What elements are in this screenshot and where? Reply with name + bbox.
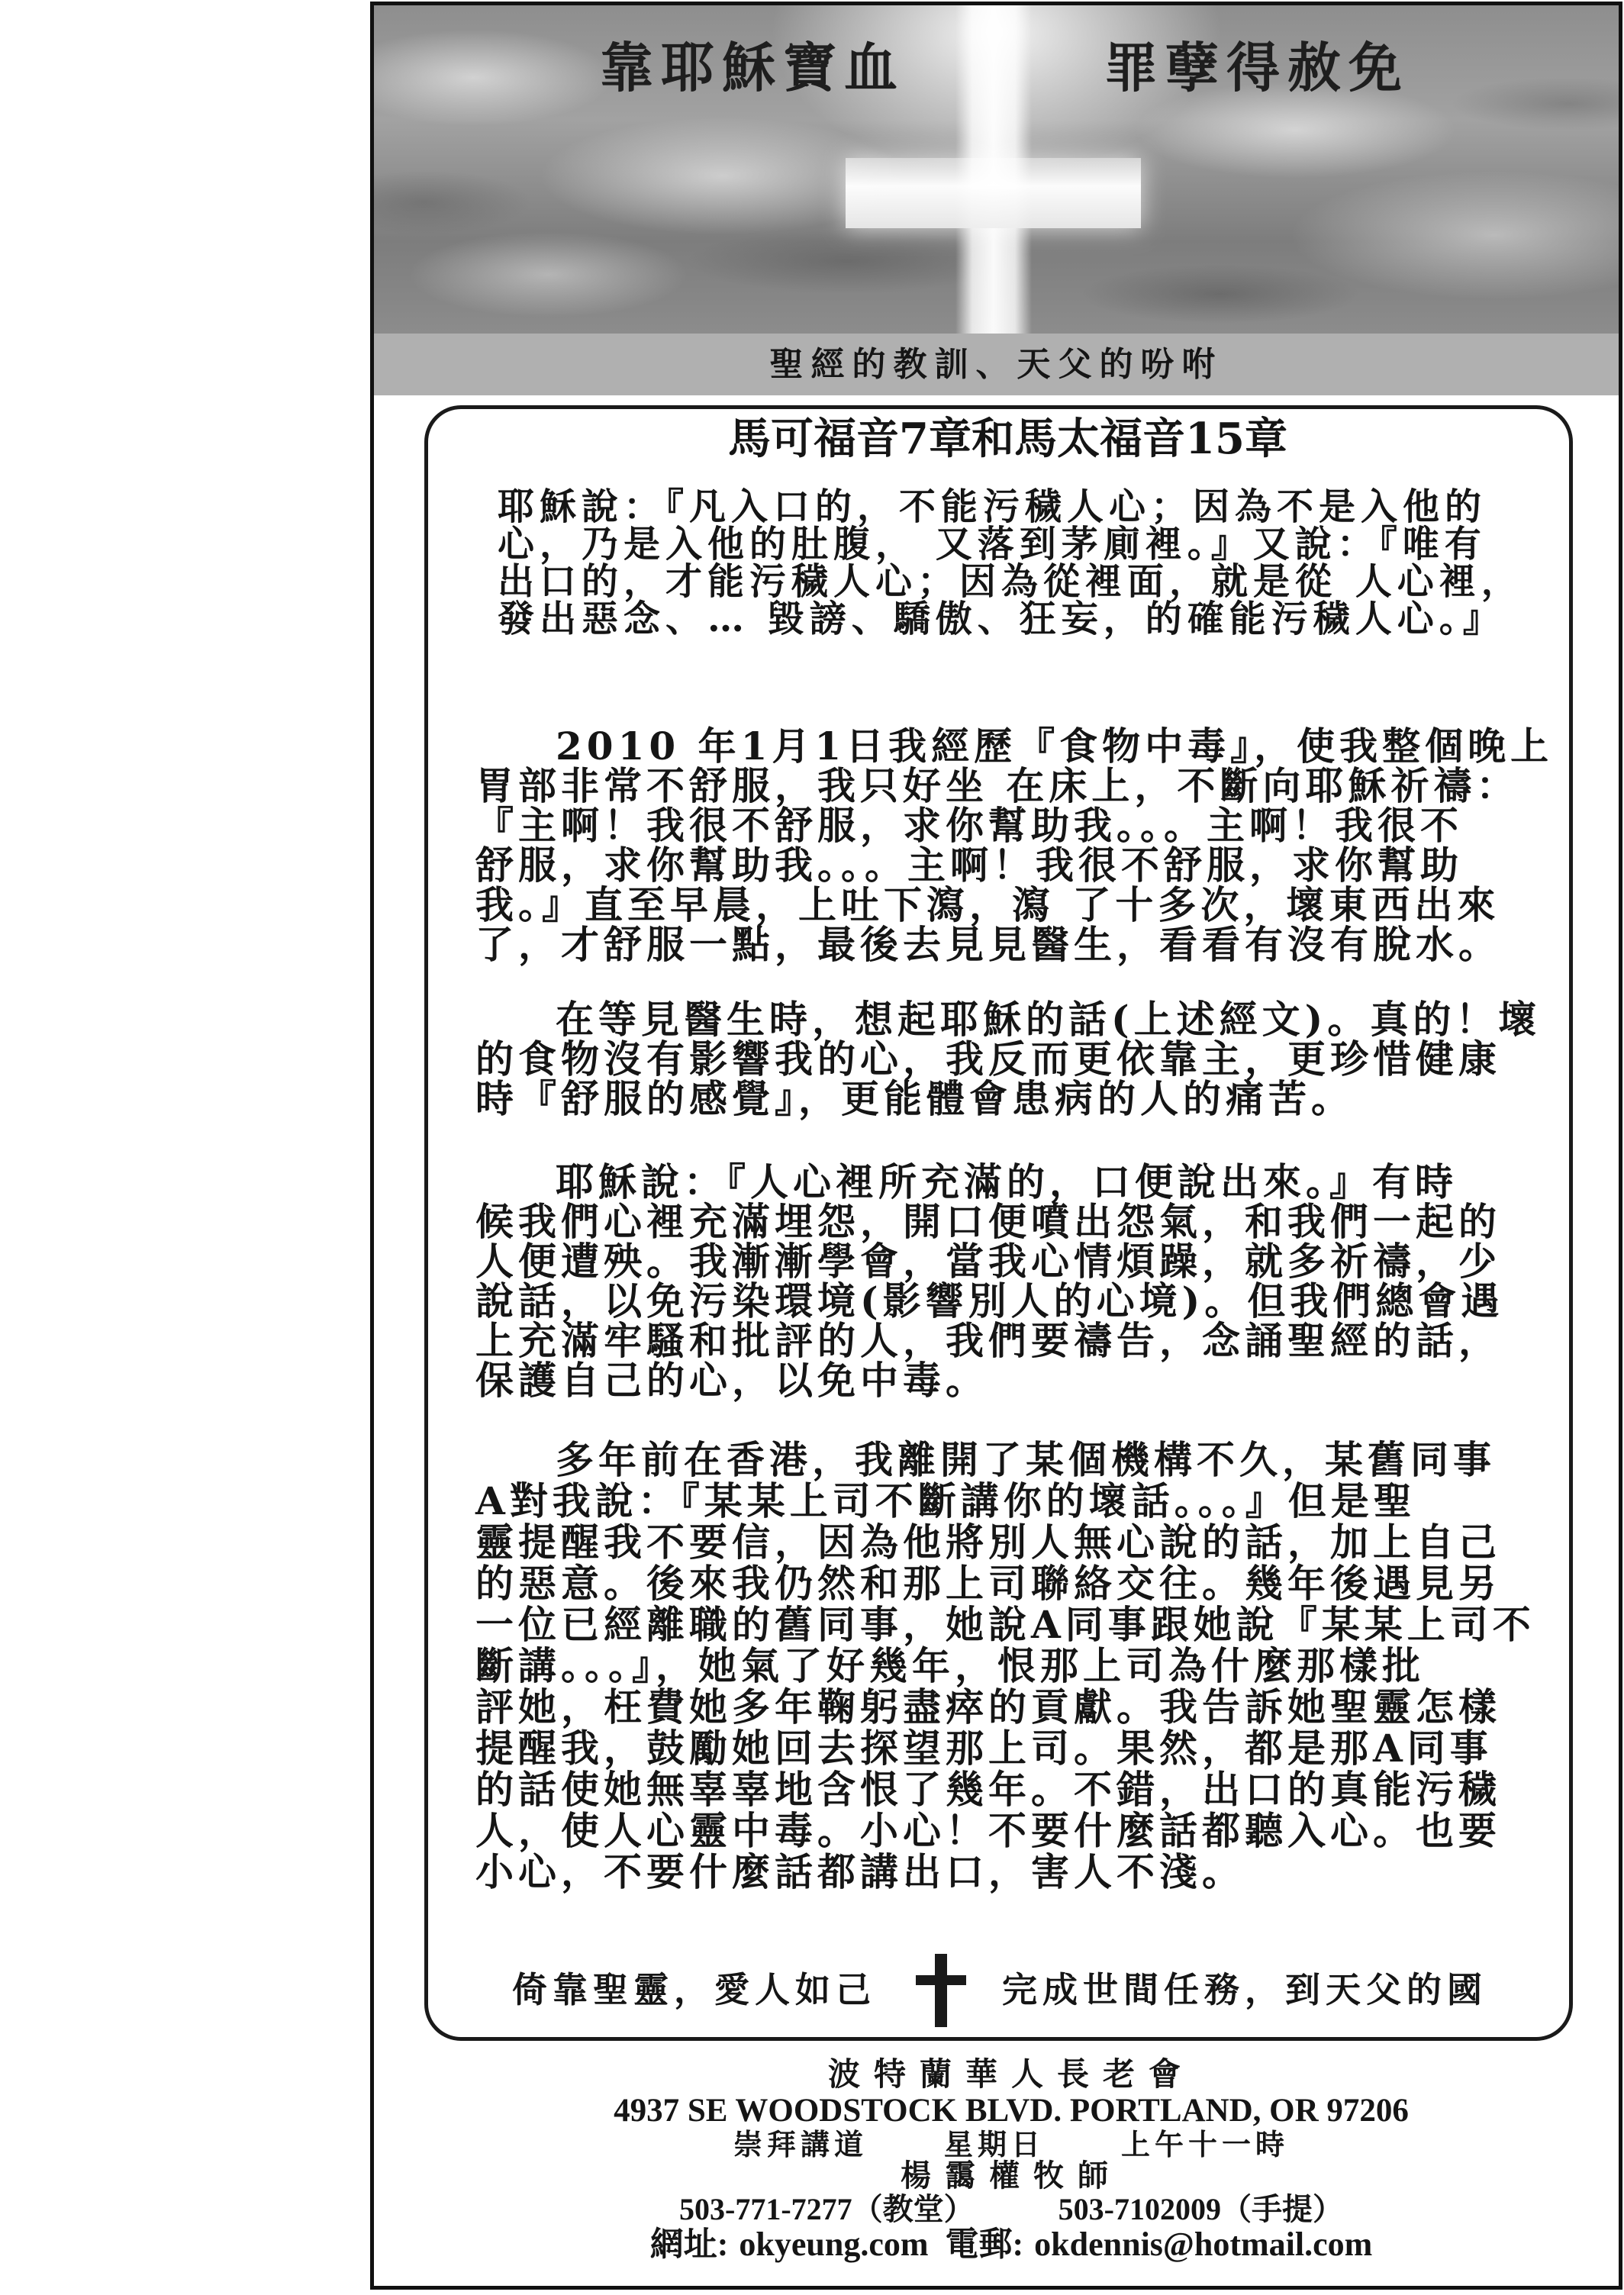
paragraph-line: 我。』直至早晨，上吐下瀉，瀉 了十多次，壞東西出來 bbox=[475, 882, 1500, 927]
email: okdennis@hotmail.com bbox=[1034, 2226, 1373, 2263]
paragraph-line: 的食物沒有影響我的心，我反而更依靠主，更珍惜健康 bbox=[475, 1036, 1501, 1081]
paragraph-line: 的惡意。後來我仍然和那上司聯絡交往。幾年後遇見另 bbox=[475, 1561, 1501, 1606]
service-time: 上午十一時 bbox=[1121, 2127, 1290, 2161]
paragraph-line: 的話使她無辜辜地含恨了幾年。不錯，出口的真能污穢 bbox=[475, 1767, 1501, 1812]
church-phone-label: （教堂） bbox=[852, 2192, 975, 2226]
service-info bbox=[398, 2128, 1624, 2161]
cross-horizontal-beam bbox=[846, 158, 1141, 228]
paragraph-line: 胃部非常不舒服，我只好坐 在床上，不斷向耶穌祈禱： bbox=[475, 763, 1519, 808]
scripture-quote bbox=[498, 485, 1523, 640]
paragraph-1 bbox=[475, 724, 1554, 967]
church-address: 4937 SE WOODSTOCK BLVD. PORTLAND, OR 97206 bbox=[614, 2093, 1409, 2129]
quote-line: 心，乃是入他的肚腹， 又落到茅廁裡。』又說：『唯有 bbox=[498, 523, 1487, 566]
cross-vertical-beam bbox=[935, 1954, 947, 2027]
cross-icon bbox=[374, 5, 1619, 334]
paragraph-line: 說話，以免污染環境(影響別人的心境)。但我們總會遇 bbox=[475, 1278, 1504, 1323]
paragraph-line: 2010 年1月1日我經歷『食物中毒』，使我整個晚上 bbox=[556, 724, 1554, 769]
closing-motto-left: 倚靠聖靈，愛人如己 bbox=[512, 1969, 876, 2010]
paragraph-line: 小心，不要什麼話都講出口，害人不淺。 bbox=[475, 1849, 1245, 1894]
quote-line: 出口的，才能污穢人心；因為從裡面，就是從 人心裡， bbox=[498, 560, 1523, 603]
article-title: 馬可福音7章和馬太福音15章 bbox=[728, 414, 1287, 464]
mobile-phone: 503-7102009 bbox=[1058, 2192, 1221, 2226]
header-banner bbox=[374, 5, 1619, 334]
service-day: 星期日 bbox=[943, 2127, 1045, 2161]
church-name: 波特蘭華人長老會 bbox=[827, 2055, 1194, 2093]
paragraph-line: 一位已經離職的舊同事，她說A同事跟她說『某某上司不 bbox=[475, 1602, 1535, 1647]
paragraph-line: 耶穌說：『人心裡所充滿的，口便說出來。』有時 bbox=[556, 1159, 1458, 1204]
quote-line: 耶穌說：『凡入口的，不能污穢人心；因為不是入他的 bbox=[498, 485, 1487, 528]
paragraph-line: 『主啊！我很不舒服，求你幫助我。。。主啊！我很不 bbox=[475, 803, 1463, 848]
closing-motto-right: 完成世間任務，到天父的國 bbox=[1002, 1969, 1487, 2010]
paragraph-line: 提醒我，鼓勵她回去探望那上司。果然，都是那A同事 bbox=[475, 1726, 1493, 1771]
mobile-phone-label: （手提） bbox=[1220, 2192, 1343, 2226]
article-box bbox=[424, 405, 1573, 2041]
paragraph-line: 人，使人心靈中毒。小心！不要什麼話都聽入心。也要 bbox=[475, 1808, 1501, 1853]
paragraph-2 bbox=[475, 997, 1542, 1121]
phone-numbers bbox=[398, 2191, 1624, 2228]
paragraph-line: 評她，枉費她多年鞠躬盡瘁的貢獻。我告訴她聖靈怎樣 bbox=[475, 1684, 1501, 1729]
paragraph-line: 舒服，求你幫助我。。。主啊！我很不舒服，求你幫助 bbox=[475, 843, 1463, 888]
website: okyeung.com bbox=[739, 2226, 929, 2263]
paragraph-3 bbox=[475, 1159, 1504, 1403]
paragraph-line: 多年前在香港，我離開了某個機構不久，某舊同事 bbox=[556, 1437, 1496, 1482]
subtitle-text: 聖經的教訓、天父的吩咐 bbox=[769, 345, 1223, 384]
paragraph-line: A對我說：『某某上司不斷講你的壞話。。。』但是聖 bbox=[475, 1478, 1416, 1523]
paragraph-line: 了，才舒服一點，最後去見見醫生，看看有沒有脫水。 bbox=[475, 922, 1501, 967]
email-label: 電郵: bbox=[945, 2226, 1024, 2263]
paragraph-4 bbox=[475, 1439, 1535, 1893]
banner-title-left: 靠耶穌寶血 bbox=[600, 36, 905, 99]
church-phone: 503-771-7277 bbox=[679, 2192, 852, 2226]
paragraph-line: 靈提醒我不要信，因為他將別人無心說的話，加上自己 bbox=[475, 1520, 1501, 1565]
subtitle-band bbox=[374, 334, 1619, 395]
paragraph-line: 時『舒服的感覺』，更能體會患病的人的痛苦。 bbox=[475, 1076, 1354, 1121]
paragraph-line: 斷講。。。』，她氣了好幾年，恨那上司為什麼那樣批 bbox=[475, 1643, 1425, 1688]
paragraph-line: 人便遭殃。我漸漸學會，當我心情煩躁，就多祈禱，少 bbox=[475, 1239, 1501, 1284]
paragraph-line: 保護自己的心，以免中毒。 bbox=[475, 1358, 988, 1403]
service-label: 崇拜講道 bbox=[733, 2127, 868, 2161]
contact-web bbox=[398, 2226, 1624, 2263]
quote-line: 發出惡念、… 毀謗、驕傲、狂妄，的確能污穢人心。』 bbox=[498, 598, 1505, 640]
pastor-name: 楊靄權牧師 bbox=[901, 2158, 1122, 2193]
paragraph-line: 在等見醫生時，想起耶穌的話(上述經文)。真的！壞 bbox=[556, 997, 1542, 1042]
paragraph-line: 上充滿牢騷和批評的人，我們要禱告，念誦聖經的話， bbox=[475, 1318, 1501, 1363]
cross-horizontal-beam bbox=[916, 1975, 966, 1985]
website-label: 網址: bbox=[649, 2226, 729, 2263]
banner-title-right: 罪孽得赦免 bbox=[1104, 36, 1410, 99]
paragraph-line: 候我們心裡充滿埋怨，開口便噴出怨氣，和我們一起的 bbox=[475, 1199, 1501, 1244]
